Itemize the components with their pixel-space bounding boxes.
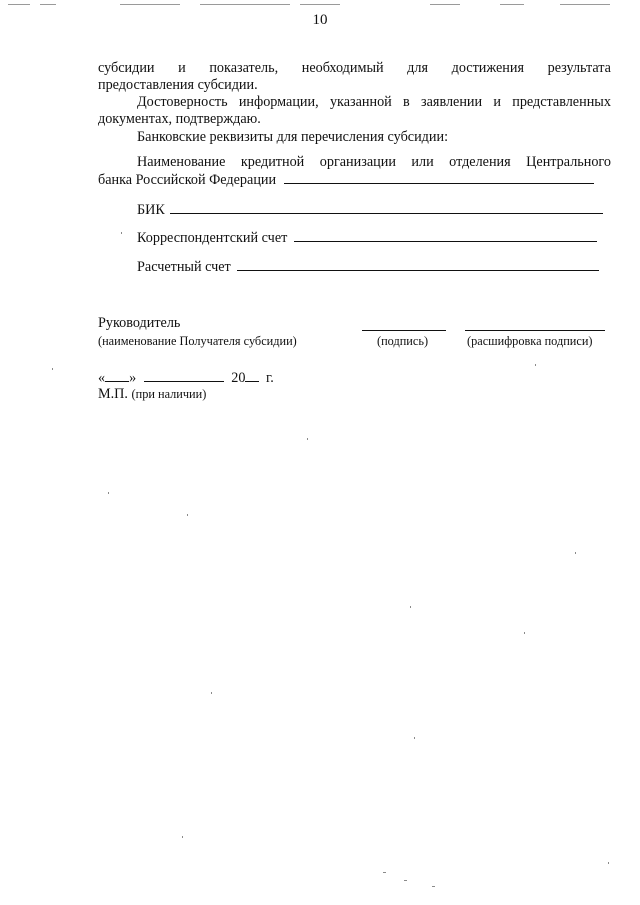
scan-speck (182, 836, 183, 838)
word: организации (319, 154, 396, 170)
signature-line[interactable] (362, 330, 446, 331)
bik-field[interactable] (170, 201, 603, 214)
word: Центрального (526, 154, 611, 170)
settlement-account-row (137, 258, 599, 276)
recipient-caption: (наименование Получателя субсидии) (98, 334, 297, 348)
word: кредитной (240, 154, 305, 170)
word: Достоверность (137, 94, 228, 110)
word: или (411, 154, 434, 170)
scan-speck (187, 514, 188, 516)
settlement-account-field[interactable] (237, 258, 599, 271)
date-year-field[interactable] (245, 369, 259, 382)
date-year-suffix: г. (266, 370, 274, 386)
date-close-quote: » (129, 370, 137, 386)
scan-speck (404, 880, 407, 881)
scan-speck (414, 737, 415, 739)
word: указанной (329, 94, 392, 110)
word: отделения (449, 154, 511, 170)
word: заявлении (421, 94, 483, 110)
bank-details-heading: Банковские реквизиты для перечисления субсидии: (137, 129, 449, 145)
signature-decode-caption: (расшифровка подписи) (467, 334, 593, 348)
word: показатель, (209, 60, 279, 76)
scan-artifact-top (0, 2, 640, 8)
scan-speck (211, 692, 212, 694)
page-number: 10 (312, 12, 328, 28)
bank-name-label: банка Российской Федерации (98, 172, 277, 188)
word: и (178, 60, 186, 76)
word: информации, (238, 94, 319, 110)
bank-name-field[interactable] (284, 171, 594, 184)
stamp-label: М.П. (98, 386, 128, 402)
corr-account-label: Корреспондентский счет (137, 230, 288, 246)
word: результата (547, 60, 611, 76)
scan-speck (383, 872, 386, 873)
scan-speck (108, 492, 109, 494)
settlement-account-label: Расчетный счет (137, 259, 231, 275)
date-line (98, 369, 274, 387)
word: представленных (512, 94, 611, 110)
date-year-prefix: 20 (231, 370, 246, 386)
word: в (403, 94, 410, 110)
stamp-line (98, 386, 206, 403)
date-month-field[interactable] (144, 369, 224, 382)
scan-speck (410, 606, 411, 608)
date-day-field[interactable] (105, 369, 129, 382)
scan-speck (524, 632, 525, 634)
paragraph-2-line-2: документах, подтверждаю. (98, 111, 261, 127)
paragraph-1-line-1 (98, 60, 611, 77)
bik-row (137, 201, 603, 219)
scan-speck (307, 438, 308, 440)
scan-speck (535, 364, 536, 366)
signature-decode-line[interactable] (465, 330, 605, 331)
date-open-quote: « (98, 370, 106, 386)
word: Наименование (137, 154, 226, 170)
word: субсидии (98, 60, 155, 76)
paragraph-2-line-1 (137, 94, 611, 111)
stamp-note: (при наличии) (131, 387, 207, 401)
corr-account-field[interactable] (294, 229, 597, 242)
scan-speck (52, 368, 53, 370)
bank-name-line-1 (137, 154, 611, 171)
word: и (493, 94, 501, 110)
word: достижения (451, 60, 524, 76)
signature-caption: (подпись) (377, 334, 429, 348)
scan-speck (608, 862, 609, 864)
bik-label: БИК (137, 202, 165, 218)
corr-account-row (137, 229, 597, 247)
head-label: Руководитель (98, 315, 181, 331)
scan-speck (575, 552, 576, 554)
bank-name-line-2 (98, 171, 594, 189)
scan-speck (432, 886, 435, 887)
word: для (407, 60, 428, 76)
paragraph-1-line-2: предоставления субсидии. (98, 77, 258, 93)
word: необходимый (301, 60, 384, 76)
scan-speck (121, 232, 122, 234)
